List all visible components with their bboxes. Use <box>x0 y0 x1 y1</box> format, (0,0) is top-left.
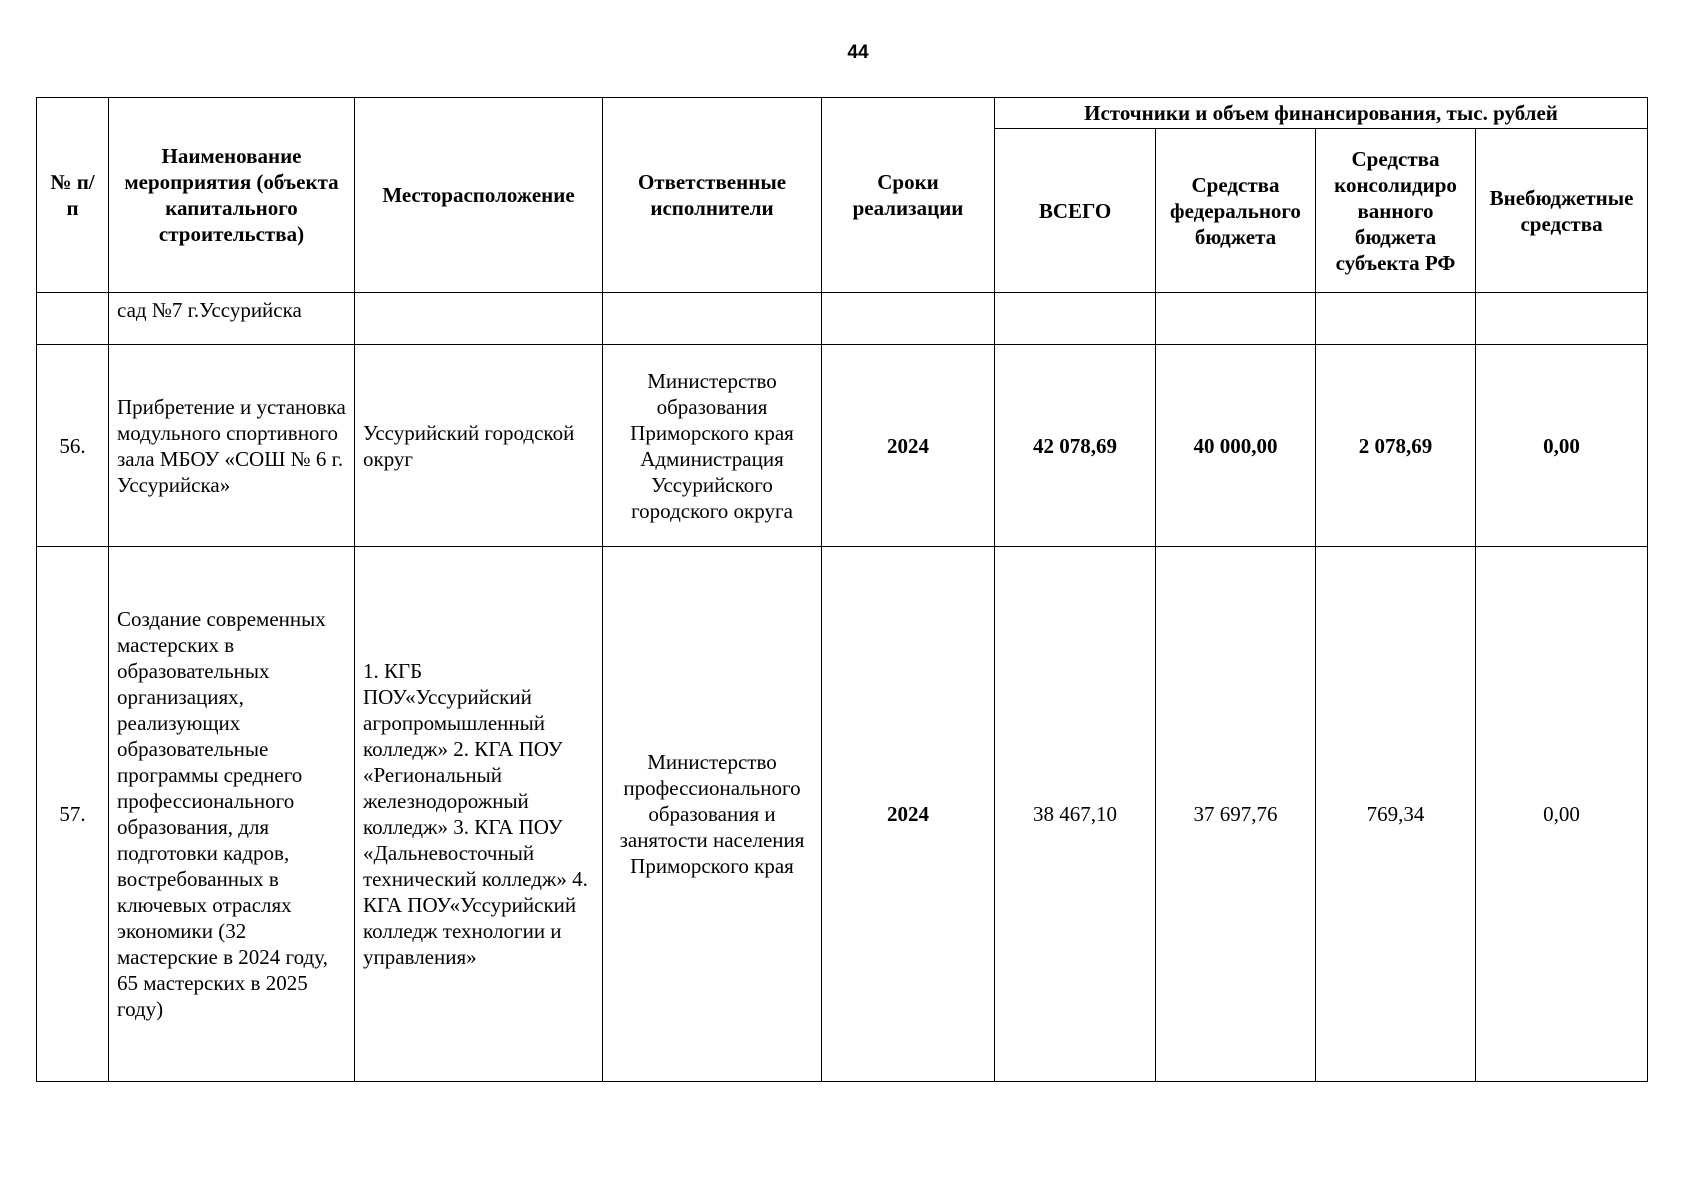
header-executors: Ответственные исполнители <box>603 98 822 293</box>
row-consolidated <box>1316 293 1476 345</box>
row-location: 1. КГБ ПОУ«Уссурийский агропромышленный колледж» 2. КГА ПОУ «Региональный железнодорожный колледж» 3. КГА ПОУ «Дальневосточный технический колледж» 4. КГА ПОУ«Уссурийский колледж технологии и управления» <box>355 547 603 1082</box>
row-extrabudget: 0,00 <box>1476 345 1648 547</box>
table-row <box>37 547 1648 1082</box>
table-row <box>37 293 1648 345</box>
row-terms <box>822 293 995 345</box>
row-executors <box>603 293 822 345</box>
header-location: Месторасположение <box>355 98 603 293</box>
header-num: № п/п <box>37 98 109 293</box>
header-extrabudget: Внебюджетные средства <box>1476 129 1648 293</box>
financing-table <box>36 97 1648 1082</box>
row-federal: 40 000,00 <box>1156 345 1316 547</box>
row-extrabudget <box>1476 293 1648 345</box>
row-federal: 37 697,76 <box>1156 547 1316 1082</box>
row-total: 42 078,69 <box>995 345 1156 547</box>
row-terms: 2024 <box>822 345 995 547</box>
header-consolidated: Средства консолидиро ванного бюджета субъекта РФ <box>1316 129 1476 293</box>
row-federal <box>1156 293 1316 345</box>
row-num: 56. <box>37 345 109 547</box>
header-federal: Средства федерального бюджета <box>1156 129 1316 293</box>
table-row <box>37 345 1648 547</box>
row-terms: 2024 <box>822 547 995 1082</box>
row-extrabudget: 0,00 <box>1476 547 1648 1082</box>
row-num <box>37 293 109 345</box>
row-location <box>355 293 603 345</box>
row-num: 57. <box>37 547 109 1082</box>
header-total: ВСЕГО <box>995 129 1156 293</box>
header-terms: Сроки реализации <box>822 98 995 293</box>
page-number: 44 <box>847 42 869 63</box>
row-total: 38 467,10 <box>995 547 1156 1082</box>
row-location: Уссурийский городской округ <box>355 345 603 547</box>
header-funding-group: Источники и объем финансирования, тыс. рублей <box>995 98 1648 129</box>
row-name: сад №7 г.Уссурийска <box>109 293 355 345</box>
header-name: Наименование мероприятия (объекта капитального строительства) <box>109 98 355 293</box>
row-executors: Министерство образования Приморского края Администрация Уссурийского городского округа <box>603 345 822 547</box>
row-total <box>995 293 1156 345</box>
row-consolidated: 769,34 <box>1316 547 1476 1082</box>
row-name: Прибретение и установка модульного спортивного зала МБОУ «СОШ № 6 г. Уссурийска» <box>109 345 355 547</box>
row-consolidated: 2 078,69 <box>1316 345 1476 547</box>
row-executors: Министерство профессионального образования и занятости населения Приморского края <box>603 547 822 1082</box>
row-name: Создание современных мастерских в образовательных организациях, реализующих образовательные программы среднего профессионального образования, для подготовки кадров, востребованных в ключевых отраслях экономики (32 мастерские в 2024 году, 65 мастерских в 2025 году) <box>109 547 355 1082</box>
